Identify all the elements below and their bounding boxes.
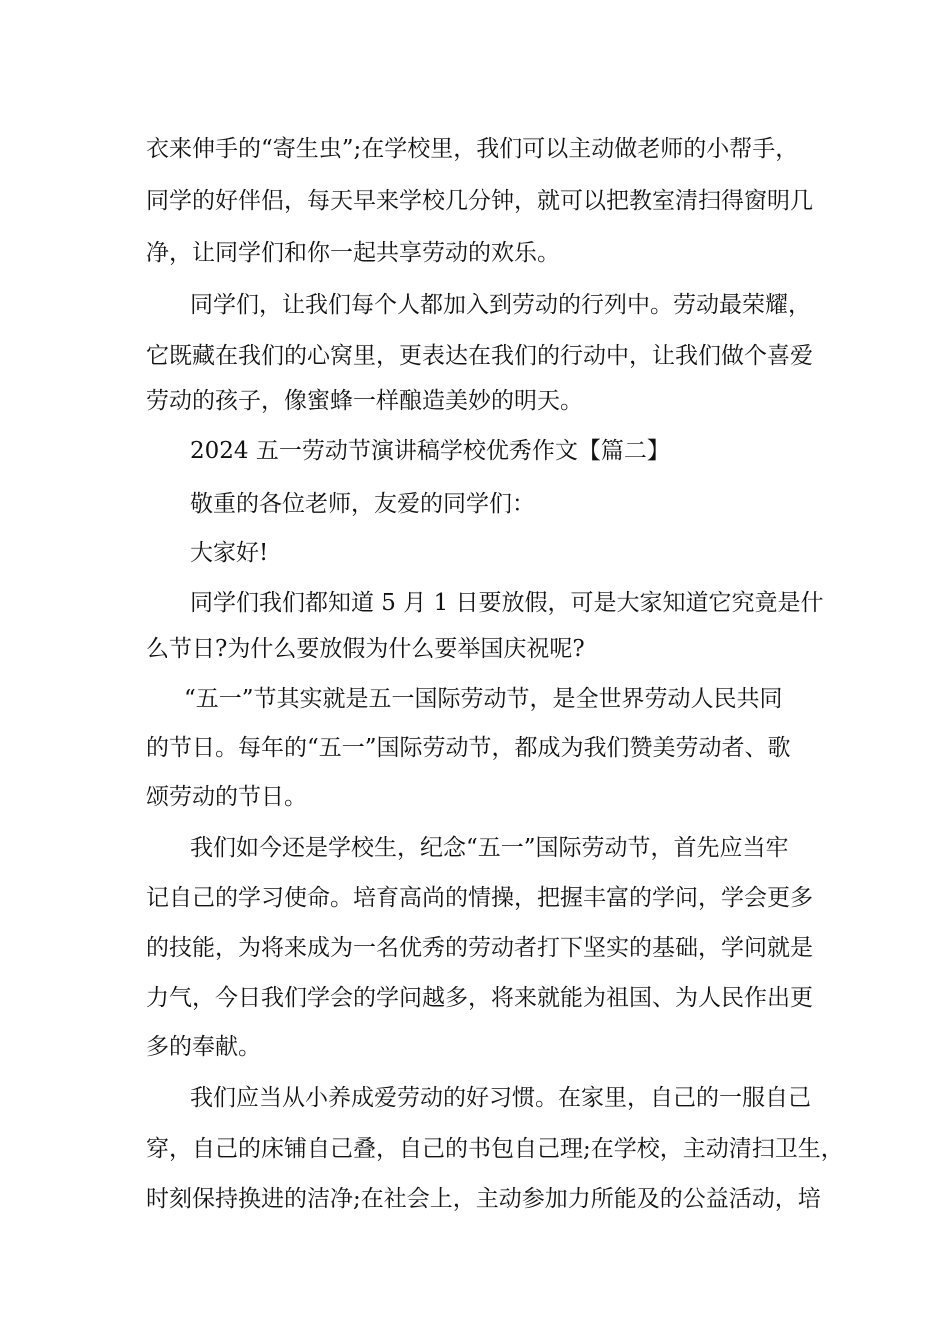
text-line: 我们如今还是学校生，纪念“五一”国际劳动节，首先应当牢 [190,835,789,861]
text-line: 它既藏在我们的心窝里，更表达在我们的行动中，让我们做个喜爱 [146,343,813,369]
greeting: 大家好! [190,540,269,566]
text-line: 么节日?为什么要放假为什么要举国庆祝呢? [146,636,585,662]
text-line: 多的奉献。 [146,1034,261,1060]
text-line: 同学们我们都知道 5 月 1 日要放假，可是大家知道它究竟是什 [190,590,824,616]
section-heading: 2024 五一劳动节演讲稿学校优秀作文【篇二】 [190,438,670,464]
text-line: 力气，今日我们学会的学问越多，将来就能为祖国、为人民作出更 [146,985,813,1011]
text-line: 同学们，让我们每个人都加入到劳动的行列中。劳动最荣耀， [190,292,811,318]
text-line: 衣来伸手的“寄生虫”;在学校里，我们可以主动做老师的小帮手， [146,136,799,162]
text-line: 我们应当从小养成爱劳动的好习惯。在家里，自己的一服自己 [190,1085,811,1111]
salutation: 敬重的各位老师，友爱的同学们： [190,491,535,517]
text-line: 净，让同学们和你一起共享劳动的欢乐。 [146,240,560,266]
text-line: 同学的好伴侣，每天早来学校几分钟，就可以把教室清扫得窗明几 [146,188,813,214]
text-line: 颂劳动的节日。 [146,784,307,810]
text-line: 劳动的孩子，像蜜蜂一样酿造美妙的明天。 [146,388,583,414]
text-line: 穿，自己的床铺自己叠，自己的书包自己理;在学校，主动清扫卫生， [146,1136,844,1162]
text-line: 的技能，为将来成为一名优秀的劳动者打下坚实的基础，学问就是 [146,935,813,961]
text-line: 记自己的学习使命。培育高尚的情操，把握丰富的学问，学会更多 [146,885,813,911]
text-line: 时刻保持换进的洁净;在社会上，主动参加力所能及的公益活动，培 [146,1186,821,1212]
text-line: “五一”节其实就是五一国际劳动节，是全世界劳动人民共同 [184,686,783,712]
text-line: 的节日。每年的“五一”国际劳动节，都成为我们赞美劳动者、歌 [146,735,791,761]
